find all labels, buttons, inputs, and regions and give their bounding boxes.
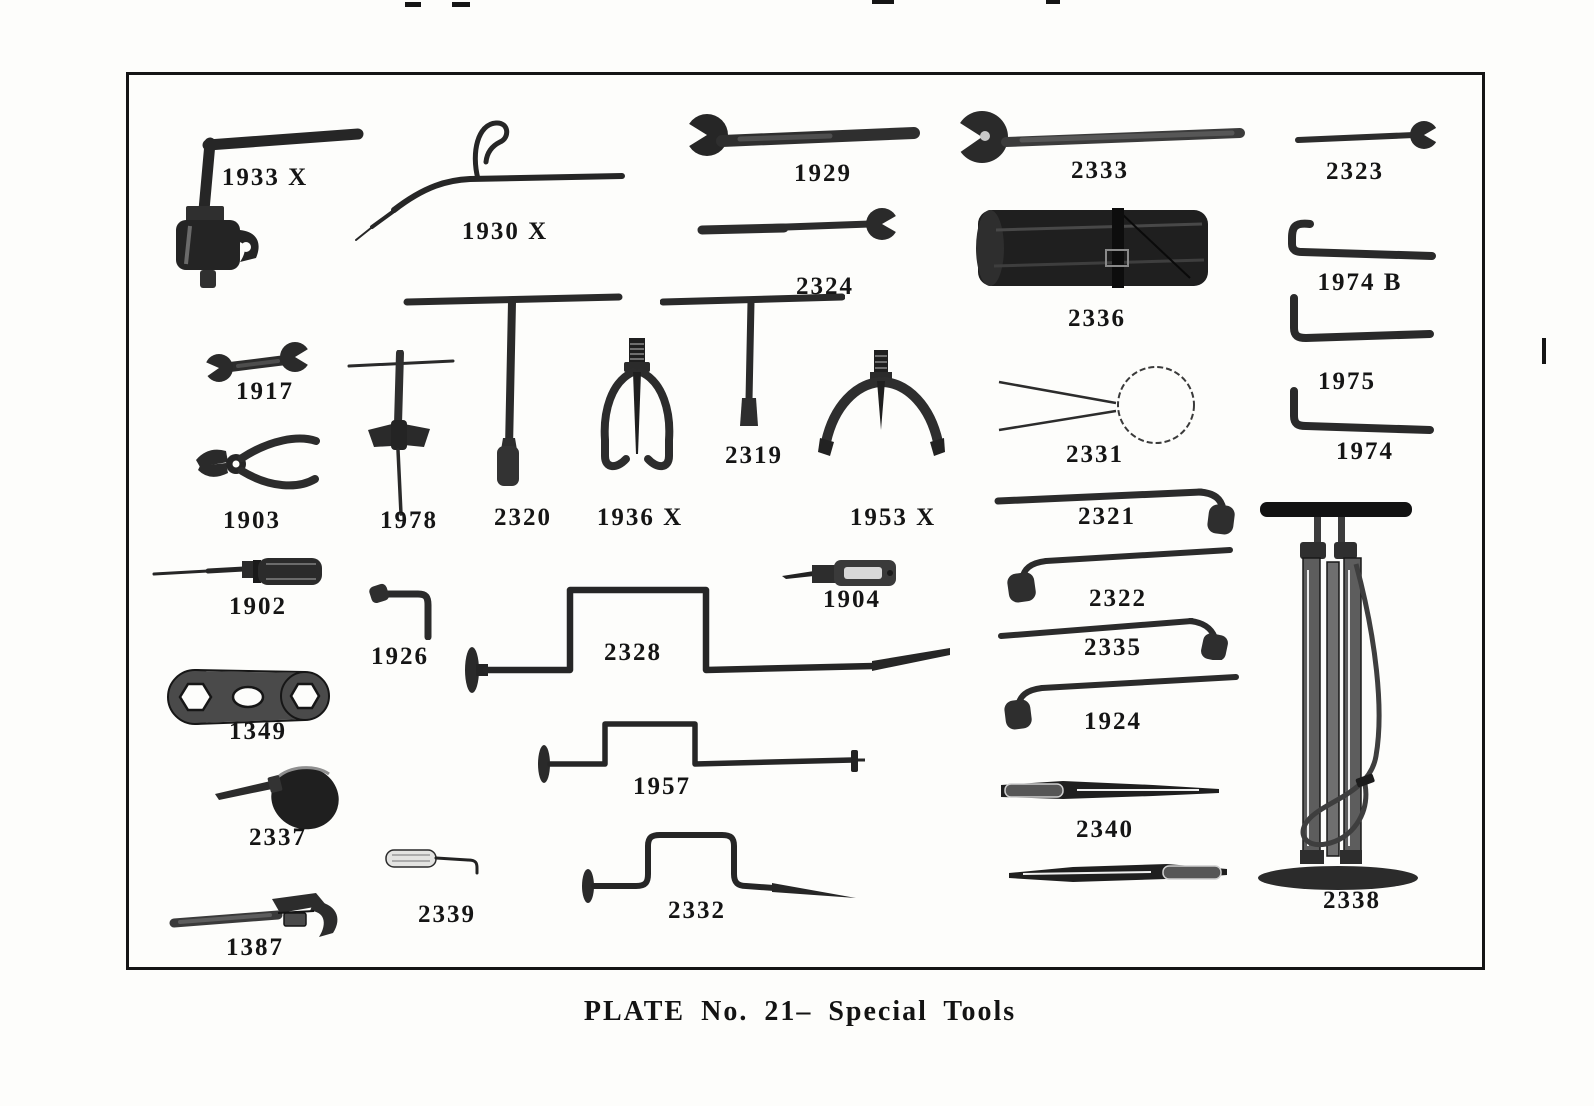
part-number-2331: 2331: [1066, 441, 1124, 468]
part-number-1903: 1903: [223, 507, 281, 534]
part-number-1387: 1387: [226, 934, 284, 961]
part-number-1974b: 1974 B: [1317, 269, 1403, 296]
flat-plate-wrench-figure-1349: [164, 668, 338, 725]
part-number-2324: 2324: [796, 273, 854, 300]
oil-can-figure-2337: [213, 760, 343, 832]
crank-handle-figure-1957: [531, 714, 869, 796]
part-number-1924: 1924: [1084, 708, 1142, 735]
bent-rod-figure-1974b: [1282, 216, 1440, 264]
tire-iron-figure-2340b: [1001, 858, 1235, 890]
part-number-1975: 1975: [1318, 368, 1376, 395]
part-number-1933x: 1933 X: [221, 164, 309, 191]
part-number-2323: 2323: [1326, 158, 1384, 185]
part-number-2333: 2333: [1071, 157, 1129, 184]
scan-artifact: [1046, 0, 1060, 4]
part-number-2321: 2321: [1078, 503, 1136, 530]
wing-nut-tap-wrench-figure-1978: [346, 350, 456, 518]
part-number-2332: 2332: [668, 897, 726, 924]
scan-artifact: [452, 2, 470, 7]
part-number-1917: 1917: [236, 378, 294, 405]
part-number-2322: 2322: [1089, 585, 1147, 612]
part-number-1957: 1957: [633, 773, 691, 800]
part-number-2328: 2328: [604, 639, 662, 666]
scan-artifact: [405, 2, 421, 7]
bent-tube-valve-figure-1933x: [160, 112, 370, 292]
tire-pump-figure-2338: [1250, 498, 1432, 895]
bent-socket-key-figure-1926: [368, 583, 440, 640]
part-number-2338: 2338: [1323, 887, 1381, 914]
pliers-figure-1903: [188, 420, 320, 510]
part-number-2337: 2337: [249, 824, 307, 851]
part-number-1974: 1974: [1336, 438, 1394, 465]
part-number-1902: 1902: [229, 593, 287, 620]
part-number-2319: 2319: [725, 442, 783, 469]
tire-iron-figure-2340a: [993, 778, 1225, 806]
hooked-hand-tool-figure-2339: [384, 843, 481, 875]
scan-artifact: [872, 0, 894, 4]
part-number-2335: 2335: [1084, 634, 1142, 661]
screwdriver-figure-1902: [150, 556, 330, 588]
part-number-1926: 1926: [371, 643, 429, 670]
bent-rod-figure-1975: [1282, 292, 1436, 346]
part-number-2340: 2340: [1076, 816, 1134, 843]
part-number-2339: 2339: [418, 901, 476, 928]
open-end-wrench-figure-2323: [1290, 118, 1448, 156]
part-number-1936x: 1936 X: [596, 504, 684, 531]
part-number-1349: 1349: [229, 718, 287, 745]
scan-artifact: [1542, 338, 1546, 364]
arched-puller-figure-1953x: [818, 348, 945, 480]
part-number-1978: 1978: [380, 507, 438, 534]
part-number-1953x: 1953 X: [849, 504, 937, 531]
part-number-1929: 1929: [794, 160, 852, 187]
open-end-wrench-figure-2324: [694, 204, 908, 248]
part-number-2336: 2336: [1068, 305, 1126, 332]
wire-loop-figure-2331: [996, 358, 1206, 448]
part-number-2320: 2320: [494, 504, 552, 531]
part-number-1904: 1904: [823, 586, 881, 613]
tool-roll-figure-2336: [972, 204, 1217, 292]
plate-caption: PLATE No. 21– Special Tools: [583, 996, 1017, 1027]
part-number-1930x: 1930 X: [461, 218, 549, 245]
